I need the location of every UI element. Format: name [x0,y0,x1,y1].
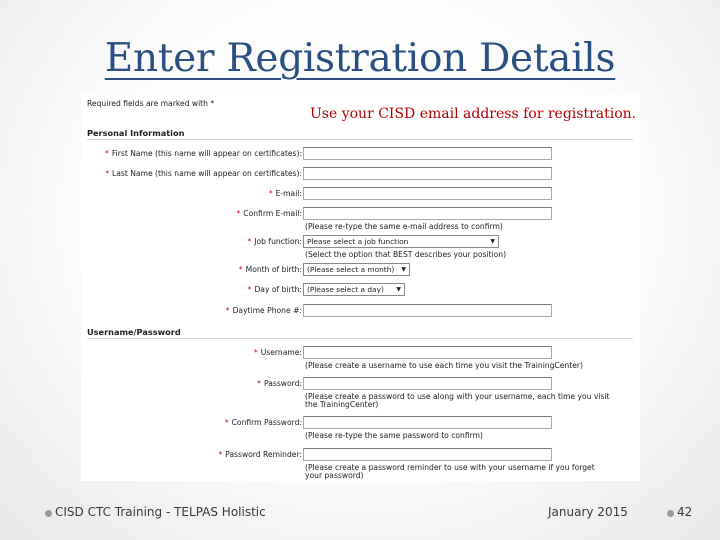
slide-number: 42 [677,505,693,519]
required-star: * [247,237,252,246]
email-label: * E-mail: [268,189,302,198]
confirm-password-label: * Confirm Password: [224,418,302,427]
required-star: * [236,209,241,218]
required-star: * [247,285,252,294]
required-star: * [105,169,109,178]
section-personal-information: Personal Information [87,128,185,138]
confirm-password-hint: (Please re-type the same password to confirm) [305,431,484,440]
username-label: * Username: [253,348,302,357]
footer-date: January 2015 [548,505,628,519]
day-of-birth-label: * Day of birth: [247,285,302,294]
required-star: * [253,348,258,357]
confirm-email-hint: (Please re-type the same e-mail address to confirm) [305,222,503,231]
last-name-input[interactable] [303,167,552,180]
email-input[interactable] [303,187,552,200]
confirm-password-input[interactable] [303,416,552,429]
chevron-down-icon: ▼ [396,286,401,293]
required-star: * [224,418,229,427]
required-star: * [225,306,230,315]
first-name-label: * First Name (this name will appear on certificates): [105,149,302,158]
last-name-label: * Last Name (this name will appear on certificates): [105,169,302,178]
bullet-icon [45,510,52,517]
required-fields-note: Required fields are marked with * [87,99,215,108]
chevron-down-icon: ▼ [401,266,406,273]
first-name-input[interactable] [303,147,552,160]
password-reminder-hint-line1: (Please create a password reminder to use with your username if you forget [305,463,595,472]
slide-title: Enter Registration Details [104,36,616,81]
job-function-label: * Job function: [247,237,302,246]
password-reminder-label: * Password Reminder: [218,450,302,459]
required-star: * [218,450,223,459]
section-divider [87,139,633,140]
confirm-email-label: * Confirm E-mail: [236,209,302,218]
month-of-birth-select[interactable]: (Please select a month) ▼ [303,263,410,276]
password-reminder-hint-line2: your password) [305,471,364,480]
required-star: * [268,189,273,198]
password-label: * Password: [257,379,302,388]
footer-title: CISD CTC Training - TELPAS Holistic [55,505,266,519]
required-star: * [257,379,261,388]
password-hint-line1: (Please create a password to use along with your username, each time you visit [305,392,610,401]
password-reminder-input[interactable] [303,448,552,461]
daytime-phone-input[interactable] [303,304,552,317]
daytime-phone-label: * Daytime Phone #: [225,306,302,315]
username-hint: (Please create a username to use each time you visit the TrainingCenter) [305,361,583,370]
month-of-birth-label: * Month of birth: [238,265,302,274]
password-input[interactable] [303,377,552,390]
bullet-icon [667,510,674,517]
required-star: * [105,149,109,158]
confirm-email-input[interactable] [303,207,552,220]
chevron-down-icon: ▼ [490,238,495,245]
job-function-hint: (Select the option that BEST describes your position) [305,250,507,259]
required-star: * [238,265,243,274]
section-username-password: Username/Password [87,327,181,337]
job-function-select[interactable]: Please select a job function ▼ [303,235,499,248]
username-input[interactable] [303,346,552,359]
section-divider [87,338,633,339]
email-instruction-note: Use your CISD email address for registration. [310,106,637,122]
password-hint-line2: the TrainingCenter) [305,400,379,409]
day-of-birth-select[interactable]: (Please select a day) ▼ [303,283,405,296]
registration-form [81,95,640,481]
